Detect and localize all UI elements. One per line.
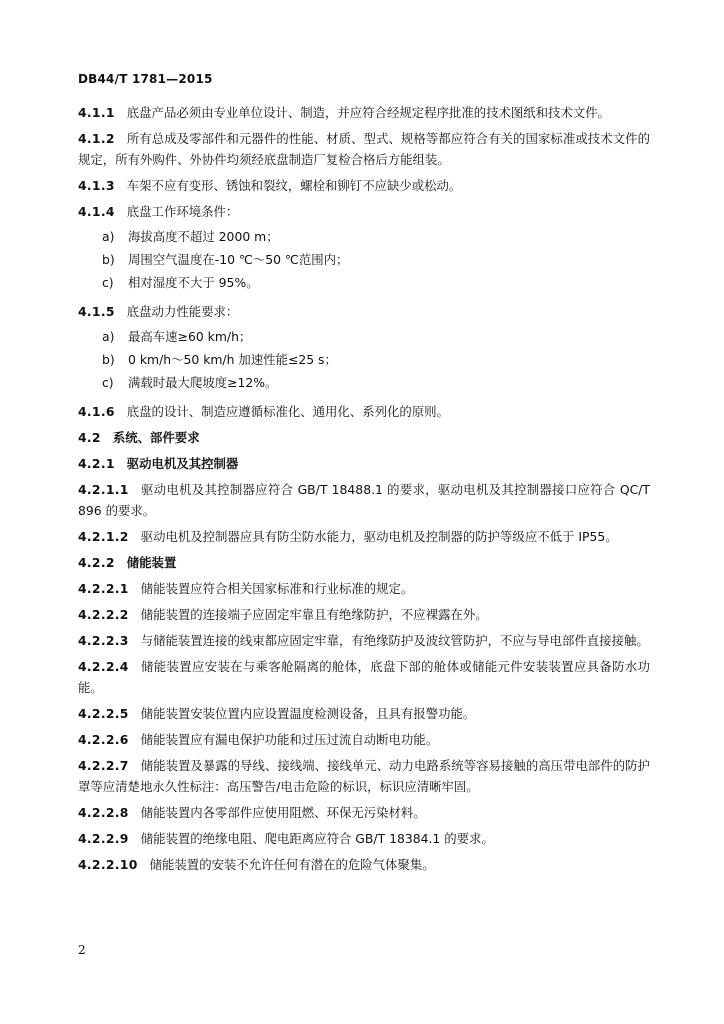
clause-text: 储能装置应有漏电保护功能和过压过流自动断电功能。 [140, 732, 439, 747]
clause-text: 储能装置及暴露的导线、接线端、接线单元、动力电路系统等容易接触的高压带电部件的防护罩等应清楚地永久性标注：高压警告/电击危险的标识，标识应清晰牢固。 [78, 758, 650, 794]
sub-item-list [102, 325, 650, 394]
clause-paragraph [78, 175, 650, 196]
list-item-marker: a) [102, 229, 115, 244]
list-item [102, 348, 650, 371]
list-item-text: 海拔高度不超过 2000 m； [128, 229, 279, 244]
clause-paragraph [78, 401, 650, 422]
list-item [102, 248, 650, 271]
clause-number: 4.2.1 [78, 456, 115, 471]
list-item-marker: a) [102, 329, 115, 344]
clause-paragraph [78, 604, 650, 625]
clause-text: 储能装置的绝缘电阻、爬电距离应符合 GB/T 18384.1 的要求。 [140, 831, 494, 846]
list-item [102, 371, 650, 394]
clause-text: 储能装置内各零部件应使用阻燃、环保无污染材料。 [140, 805, 426, 820]
page-number: 2 [78, 943, 86, 957]
clause-paragraph [78, 703, 650, 724]
clause-number: 4.1.2 [78, 131, 115, 146]
clause-list [78, 102, 650, 880]
list-item-marker: c) [102, 275, 114, 290]
clause-text: 与储能装置连接的线束都应固定牢靠，有绝缘防护及波纹管防护，不应与导电部件直接接触。 [140, 633, 649, 648]
clause-paragraph [78, 802, 650, 823]
list-item [102, 325, 650, 348]
section-heading [78, 552, 650, 573]
clause-text: 驱动电机及控制器应具有防尘防水能力，驱动电机及控制器的防护等级应不低于 IP55。 [140, 529, 618, 544]
clause-text: 储能装置安装位置内应设置温度检测设备，且具有报警功能。 [140, 706, 476, 721]
list-item-marker: b) [102, 352, 115, 367]
clause-paragraph [78, 578, 650, 599]
clause-paragraph [78, 755, 650, 797]
clause-text: 储能装置的安装不允许任何有潜在的危险气体聚集。 [149, 857, 435, 872]
section-heading [78, 453, 650, 474]
clause-text: 底盘的设计、制造应遵循标准化、通用化、系列化的原则。 [126, 404, 449, 419]
clause-number: 4.2.2.7 [78, 758, 129, 773]
clause-text: 储能装置应安装在与乘客舱隔离的舱体，底盘下部的舱体或储能元件安装装置应具备防水功能。 [78, 659, 650, 695]
list-item-text: 满载时最大爬坡度≥12%。 [128, 375, 278, 390]
clause-number: 4.2.1.1 [78, 482, 129, 497]
clause-paragraph [78, 102, 650, 123]
clause-text: 储能装置应符合相关国家标准和行业标准的规定。 [140, 581, 414, 596]
clause-number: 4.2.2.6 [78, 732, 129, 747]
list-item [102, 271, 650, 294]
clause-paragraph [78, 729, 650, 750]
clause-number: 4.2.1.2 [78, 529, 129, 544]
clause-text: 驱动电机及其控制器 [126, 456, 239, 471]
clause-number: 4.2.2.10 [78, 857, 138, 872]
section-heading [78, 427, 650, 448]
clause-number: 4.2.2.9 [78, 831, 129, 846]
document-code: DB44/T 1781—2015 [78, 72, 213, 86]
clause-number: 4.1.5 [78, 304, 115, 319]
clause-number: 4.1.1 [78, 105, 115, 120]
clause-paragraph [78, 630, 650, 651]
list-item-text: 最高车速≥60 km/h； [128, 329, 252, 344]
clause-number: 4.2.2.3 [78, 633, 129, 648]
clause-paragraph [78, 301, 650, 322]
clause-number: 4.2.2 [78, 555, 115, 570]
list-item-text: 相对湿度不大于 95%。 [128, 275, 259, 290]
list-item-marker: c) [102, 375, 114, 390]
clause-paragraph [78, 526, 650, 547]
list-item [102, 225, 650, 248]
clause-text: 底盘产品必须由专业单位设计、制造，并应符合经规定程序批准的技术图纸和技术文件。 [126, 105, 611, 120]
sub-item-list [102, 225, 650, 294]
list-item-text: 0 km/h～50 km/h 加速性能≤25 s； [128, 352, 337, 367]
clause-paragraph [78, 128, 650, 170]
clause-text: 底盘工作环境条件： [126, 204, 239, 219]
clause-text: 车架不应有变形、锈蚀和裂纹，螺栓和铆钉不应缺少或松动。 [126, 178, 462, 193]
clause-paragraph [78, 854, 650, 875]
clause-paragraph [78, 201, 650, 222]
clause-text: 储能装置的连接端子应固定牢靠且有绝缘防护，不应裸露在外。 [140, 607, 488, 622]
list-item-text: 周围空气温度在-10 ℃～50 ℃范围内； [128, 252, 349, 267]
clause-text: 储能装置 [126, 555, 177, 570]
clause-number: 4.2.2.8 [78, 805, 129, 820]
clause-paragraph [78, 828, 650, 849]
clause-text: 系统、部件要求 [112, 430, 200, 445]
clause-paragraph [78, 479, 650, 521]
clause-text: 所有总成及零部件和元器件的性能、材质、型式、规格等都应符合有关的国家标准或技术文件的规定，所有外购件、外协件均须经底盘制造厂复检合格后方能组装。 [78, 131, 650, 167]
clause-number: 4.1.4 [78, 204, 115, 219]
list-item-marker: b) [102, 252, 115, 267]
clause-text: 底盘动力性能要求： [126, 304, 239, 319]
clause-paragraph [78, 656, 650, 698]
clause-number: 4.1.3 [78, 178, 115, 193]
clause-number: 4.1.6 [78, 404, 115, 419]
clause-number: 4.2.2.2 [78, 607, 129, 622]
clause-number: 4.2 [78, 430, 101, 445]
clause-text: 驱动电机及其控制器应符合 GB/T 18488.1 的要求，驱动电机及其控制器接口应符合 QC/T 896 的要求。 [78, 482, 650, 518]
clause-number: 4.2.2.5 [78, 706, 129, 721]
clause-number: 4.2.2.1 [78, 581, 129, 596]
clause-number: 4.2.2.4 [78, 659, 129, 674]
